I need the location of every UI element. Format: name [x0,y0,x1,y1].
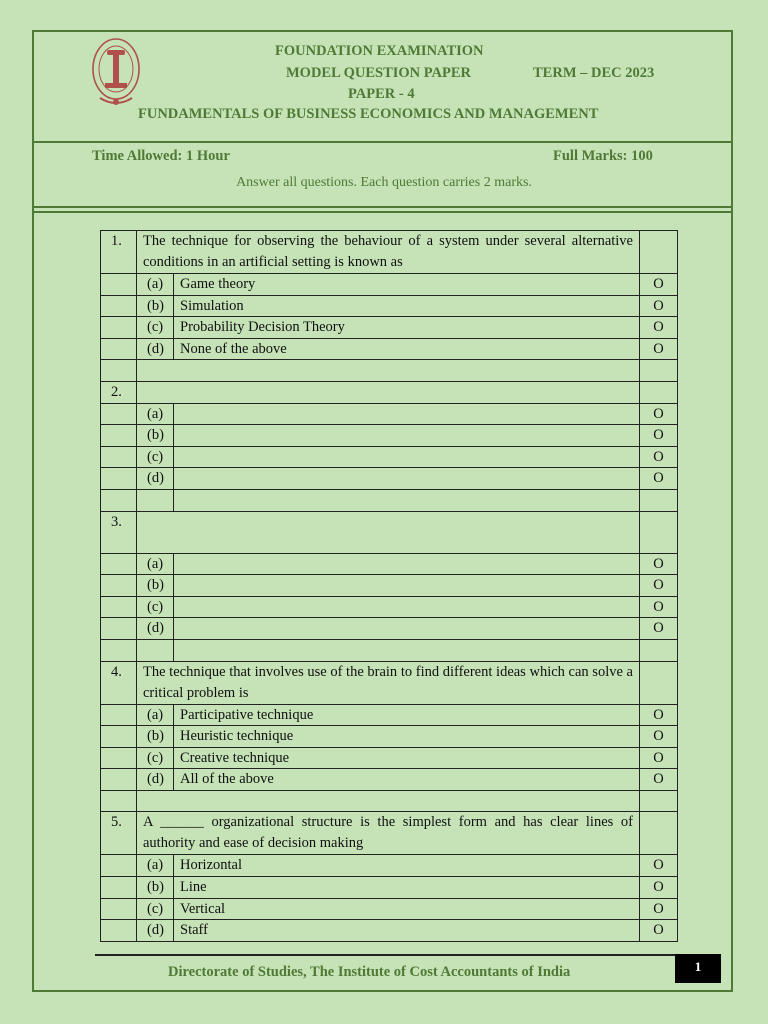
answer-circle[interactable]: O [640,920,678,942]
question-number: 2. [101,381,137,403]
spacer-row [101,489,678,511]
option-label: (c) [137,317,174,339]
option-text: Horizontal [174,855,640,877]
option-text: Participative technique [174,704,640,726]
option-label: (d) [137,338,174,360]
question-row [101,231,678,274]
option-text [174,403,640,425]
answer-circle[interactable]: O [640,769,678,791]
question-text: The technique that involves use of the brain to find different ideas which can solve a critical problem is [137,661,640,704]
paper-type: MODEL QUESTION PAPER [286,65,472,81]
option-text: Vertical [174,898,640,920]
option-label: (b) [137,425,174,447]
question-text [137,381,640,403]
option-row [101,425,678,447]
answer-circle[interactable]: O [640,596,678,618]
answer-circle[interactable]: O [640,446,678,468]
option-text [174,446,640,468]
question-row [101,812,678,855]
option-label: (c) [137,446,174,468]
question-row [101,381,678,403]
option-text: Probability Decision Theory [174,317,640,339]
question-row [101,661,678,704]
option-row [101,618,678,640]
option-row [101,446,678,468]
option-row [101,747,678,769]
option-text [174,575,640,597]
answer-circle[interactable]: O [640,575,678,597]
option-label: (a) [137,403,174,425]
option-text: None of the above [174,338,640,360]
option-row [101,726,678,748]
option-text: Line [174,877,640,899]
full-marks: Full Marks: 100 [553,148,653,164]
answer-circle[interactable]: O [640,425,678,447]
option-text [174,596,640,618]
option-text: Staff [174,920,640,942]
option-text: Heuristic technique [174,726,640,748]
option-label: (b) [137,295,174,317]
option-label: (a) [137,855,174,877]
option-label: (b) [137,726,174,748]
option-label: (b) [137,575,174,597]
option-text [174,468,640,490]
exam-title: FOUNDATION EXAMINATION [275,43,484,59]
option-row [101,403,678,425]
option-row [101,920,678,942]
question-number: 1. [101,231,137,274]
spacer-row [101,790,678,812]
option-label: (a) [137,274,174,296]
option-row [101,295,678,317]
option-label: (c) [137,898,174,920]
question-text: The technique for observing the behaviour of a system under several alternative conditions in an artificial setting is known as [137,231,640,274]
answer-circle[interactable]: O [640,747,678,769]
answer-circle[interactable]: O [640,855,678,877]
header-divider [32,141,733,143]
question-table [100,230,678,942]
option-label: (c) [137,596,174,618]
option-text: Creative technique [174,747,640,769]
footer-rule [95,954,675,956]
question-text [137,511,640,553]
option-label: (a) [137,704,174,726]
answer-circle[interactable]: O [640,726,678,748]
option-text: Simulation [174,295,640,317]
answer-circle[interactable]: O [640,338,678,360]
answer-circle[interactable]: O [640,553,678,575]
info-divider-top [32,206,733,208]
question-number: 5. [101,812,137,855]
subject-title: FUNDAMENTALS OF BUSINESS ECONOMICS AND MANAGEMENT [138,106,599,122]
option-label: (d) [137,920,174,942]
answer-circle[interactable]: O [640,468,678,490]
instructions: Answer all questions. Each question carries 2 marks. [236,175,532,190]
answer-circle[interactable]: O [640,274,678,296]
option-label: (d) [137,618,174,640]
option-row [101,877,678,899]
option-row [101,704,678,726]
spacer-row [101,639,678,661]
time-allowed: Time Allowed: 1 Hour [92,148,230,164]
option-label: (b) [137,877,174,899]
option-row [101,274,678,296]
institute-logo [90,36,142,108]
question-number: 4. [101,661,137,704]
option-text [174,553,640,575]
option-row [101,317,678,339]
answer-circle[interactable]: O [640,704,678,726]
option-row [101,468,678,490]
answer-circle[interactable]: O [640,618,678,640]
option-text [174,425,640,447]
option-text: All of the above [174,769,640,791]
option-text: Game theory [174,274,640,296]
question-text: A ______ organizational structure is the simplest form and has clear lines of authority and ease of decision making [137,812,640,855]
option-row [101,575,678,597]
option-label: (a) [137,553,174,575]
answer-circle[interactable]: O [640,877,678,899]
answer-circle[interactable]: O [640,898,678,920]
option-row [101,898,678,920]
footer-text: Directorate of Studies, The Institute of Cost Accountants of India [168,964,571,980]
answer-circle[interactable]: O [640,403,678,425]
question-number: 3. [101,511,137,553]
option-row [101,769,678,791]
option-label: (d) [137,769,174,791]
option-row [101,596,678,618]
option-text [174,618,640,640]
spacer-row [101,360,678,382]
answer-circle[interactable]: O [640,317,678,339]
option-row [101,855,678,877]
option-row [101,553,678,575]
answer-circle[interactable]: O [640,295,678,317]
term-label: TERM – DEC 2023 [533,65,655,81]
info-divider-bottom [32,211,733,213]
page-number: 1 [675,954,721,983]
option-label: (d) [137,468,174,490]
option-row [101,338,678,360]
question-row [101,511,678,553]
option-label: (c) [137,747,174,769]
paper-number: PAPER - 4 [348,86,415,102]
